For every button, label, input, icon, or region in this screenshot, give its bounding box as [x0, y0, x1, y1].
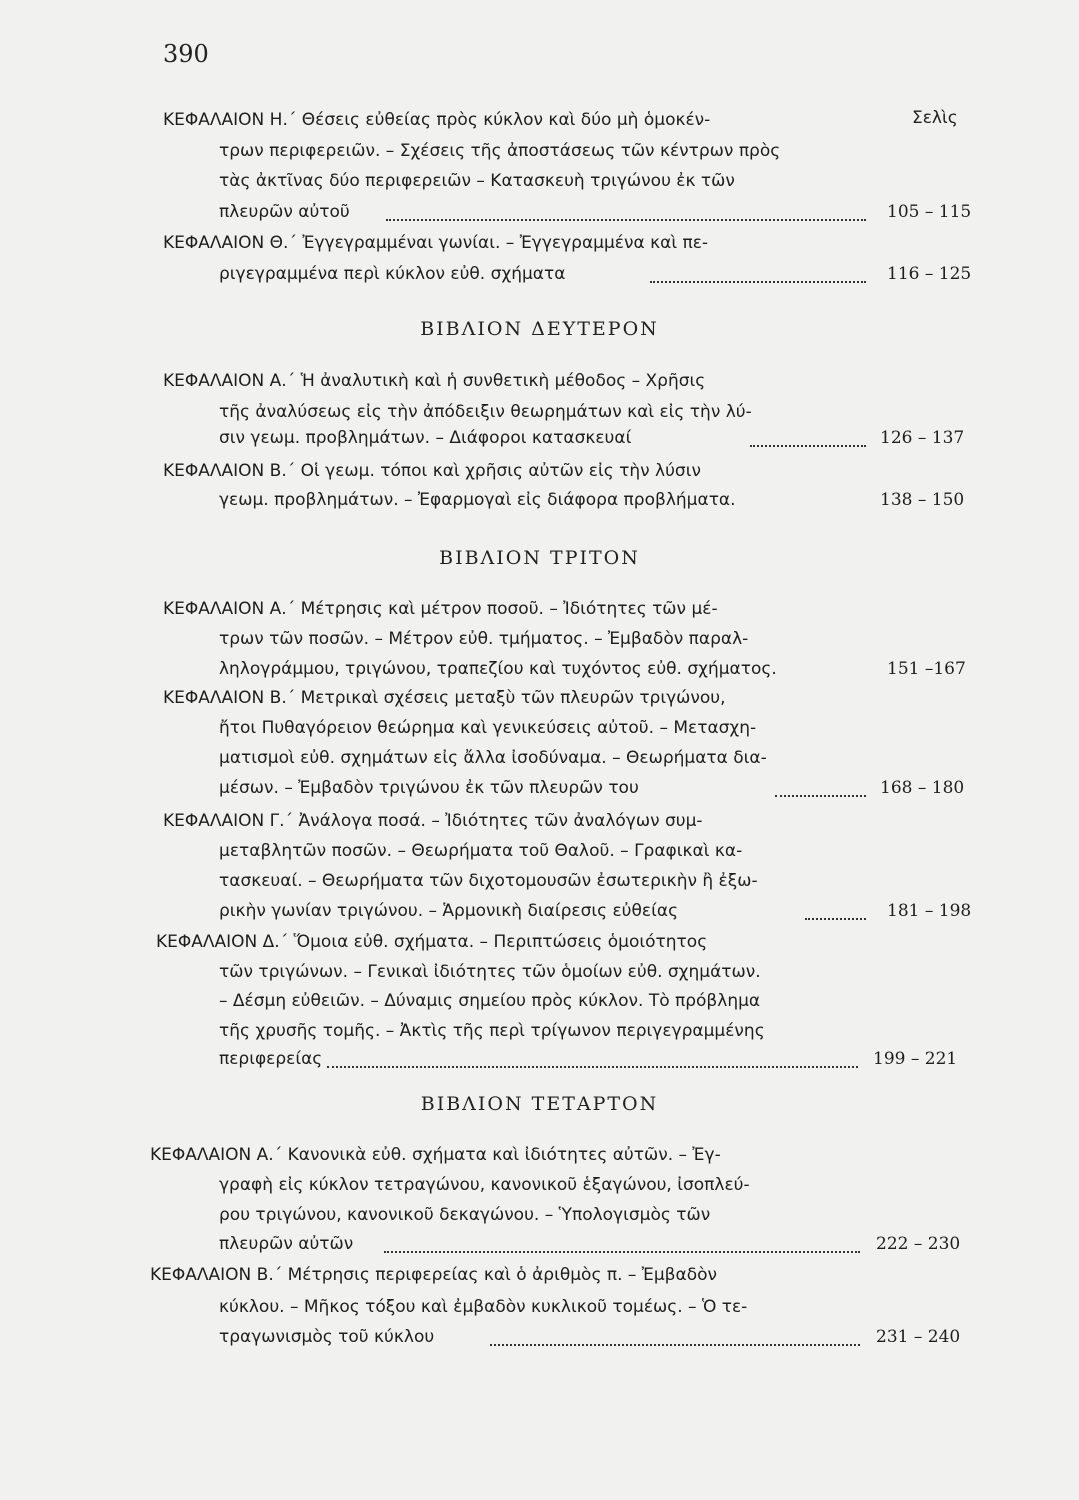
page-range: 151 –167 [887, 659, 966, 679]
page-column-header: Σελὶς [912, 108, 958, 128]
page-range: 181 – 198 [887, 901, 972, 921]
page-range: 126 – 137 [880, 428, 965, 448]
dot-leader [805, 888, 866, 920]
page-range: 138 – 150 [880, 490, 965, 510]
dot-leader [386, 189, 866, 221]
dot-leader [384, 1221, 860, 1253]
page-range: 222 – 230 [876, 1234, 961, 1254]
toc-page: 390 Σελὶς ΚΕΦΑΛΑΙΟΝ Η.΄ Θέσεις εὐθείας πρὸς κύκλον καὶ δύο μὴ ὁμοκέν- τρων περιφερειῶν. – Σχέσεις τῆς ἀποστάσεως τῶν κέντρων πρὸς τὰς ἀκτῖνας δύο περιφερειῶν – Κατασκευὴ τριγώνου ἐκ τῶν πλευρῶν αὐτοῦ 105 – 115 ΚΕΦΑΛΑΙΟΝ Θ.΄ Ἐγγεγραμμέναι γωνίαι. – Ἐγγεγραμμένα καὶ πε- ριγεγραμμένα περὶ κύκλον εὐθ. σχήματα 116 – 125 ΒΙΒΛΙΟΝ ΔΕΥΤΕΡΟΝ ΚΕΦΑΛΑΙΟΝ Α.΄ Ἡ ἀναλυτικὴ καὶ ἡ συνθετικὴ μέθοδος – Χρῆσις τῆς ἀναλύσεως εἰς τὴν ἀπόδειξιν θεωρημάτων καὶ εἰς τὴν λύ- σιν γεωμ. προβλημάτων. – Διάφοροι κατασκευαί 126 – 137 ΚΕΦΑΛΑΙΟΝ Β.΄ Οἱ γεωμ. τόποι καὶ χρῆσις αὐτῶν εἰς τὴν λύσιν γεωμ. προβλημάτων. – Ἐφαρμογαὶ εἰς διάφορα προβλήματα. 138 – 150 ΒΙΒΛΙΟΝ ΤΡΙΤΟΝ ΚΕΦΑΛΑΙΟΝ Α.΄ Μέτρησις καὶ μέτρον ποσοῦ. – Ἰδιότητες τῶν μέ- τρων τῶν ποσῶν. – Μέτρον εὐθ. τμήματος. – Ἐμβαδὸν παραλ- ληλογράμμου, τριγώνου, τραπεζίου καὶ τυχόντος εὐθ. σχήματος. 151 –167 ΚΕΦΑΛΑΙΟΝ Β.΄ Μετρικαὶ σχέσεις μεταξὺ τῶν πλευρῶν τριγώνου, ἤτοι Πυθαγόρειον θεώρημα καὶ γενικεύσεις αὐτοῦ. – Μετασχη- ματισμοὶ εὐθ. σχημάτων εἰς ἄλλα ἰσοδύναμα. – Θεωρήματα δια- μέσων. – Ἐμβαδὸν τριγώνου ἐκ τῶν πλευρῶν του 168 – 180 ΚΕΦΑΛΑΙΟΝ Γ.΄ Ἀνάλογα ποσά. – Ἰδιότητες τῶν ἀναλόγων συμ- μεταβλητῶν ποσῶν. – Θεωρήματα τοῦ Θαλοῦ. – Γραφικαὶ κα- τασκευαί. – Θεωρήματα τῶν διχοτομουσῶν ἐσωτερικὴν ἢ ἐξω- ρικὴν γωνίαν τριγώνου. – Ἁρμονικὴ διαίρεσις εὐθείας 181 – 198 ΚΕΦΑΛΑΙΟΝ Δ.΄ Ὅμοια εὐθ. σχήματα. – Περιπτώσεις ὁμοιότητος τῶν τριγώνων. – Γενικαὶ ἰδιότητες τῶν ὁμοίων εὐθ. σχημάτων. – Δέσμη εὐθειῶν. – Δύναμις σημείου πρὸς κύκλον. Τὸ πρόβλημα τῆς χρυσῆς τομῆς. – Ἀκτὶς τῆς περὶ τρίγωνον περιγεγραμμένης περιφερείας 199 – 221 ΒΙΒΛΙΟΝ ΤΕΤΑΡΤΟΝ ΚΕΦΑΛΑΙΟΝ Α.΄ Κανονικὰ εὐθ. σχήματα καὶ ἰδιότητες αὐτῶν. – Ἐγ- γραφὴ εἰς κύκλον τετραγώνου, κανονικοῦ ἑξαγώνου, ἰσοπλεύ- ρου τριγώνου, κανονικοῦ δεκαγώνου. – Ὑπολογισμὸς τῶν πλευρῶν αὐτῶν 222 – 230 ΚΕΦΑΛΑΙΟΝ Β.΄ Μέτρησις περιφερείας καὶ ὁ ἀριθμὸς π. – Ἐμβαδὸν κύκλου. – Μῆκος τόξου καὶ ἐμβαδὸν κυκλικοῦ τομέως. – Ὁ τε- τραγωνισμὸς τοῦ κύκλου 231 – 240 [0, 0, 1079, 1500]
page-number: 390 [163, 40, 209, 68]
dot-leader [327, 1036, 858, 1068]
book-title: ΒΙΒΛΙΟΝ ΤΕΤΑΡΤΟΝ [420, 1093, 659, 1115]
page-range: 168 – 180 [880, 778, 965, 798]
dot-leader [775, 765, 866, 797]
dot-leader [750, 415, 866, 447]
book-title: ΒΙΒΛΙΟΝ ΔΕΥΤΕΡΟΝ [420, 318, 659, 340]
dot-leader [650, 251, 866, 283]
page-range: 116 – 125 [887, 264, 972, 284]
book-title: ΒΙΒΛΙΟΝ ΤΡΙΤΟΝ [439, 547, 640, 569]
dot-leader [490, 1314, 860, 1346]
page-range: 231 – 240 [876, 1327, 961, 1347]
page-range: 105 – 115 [887, 202, 972, 222]
page-range: 199 – 221 [873, 1049, 958, 1069]
